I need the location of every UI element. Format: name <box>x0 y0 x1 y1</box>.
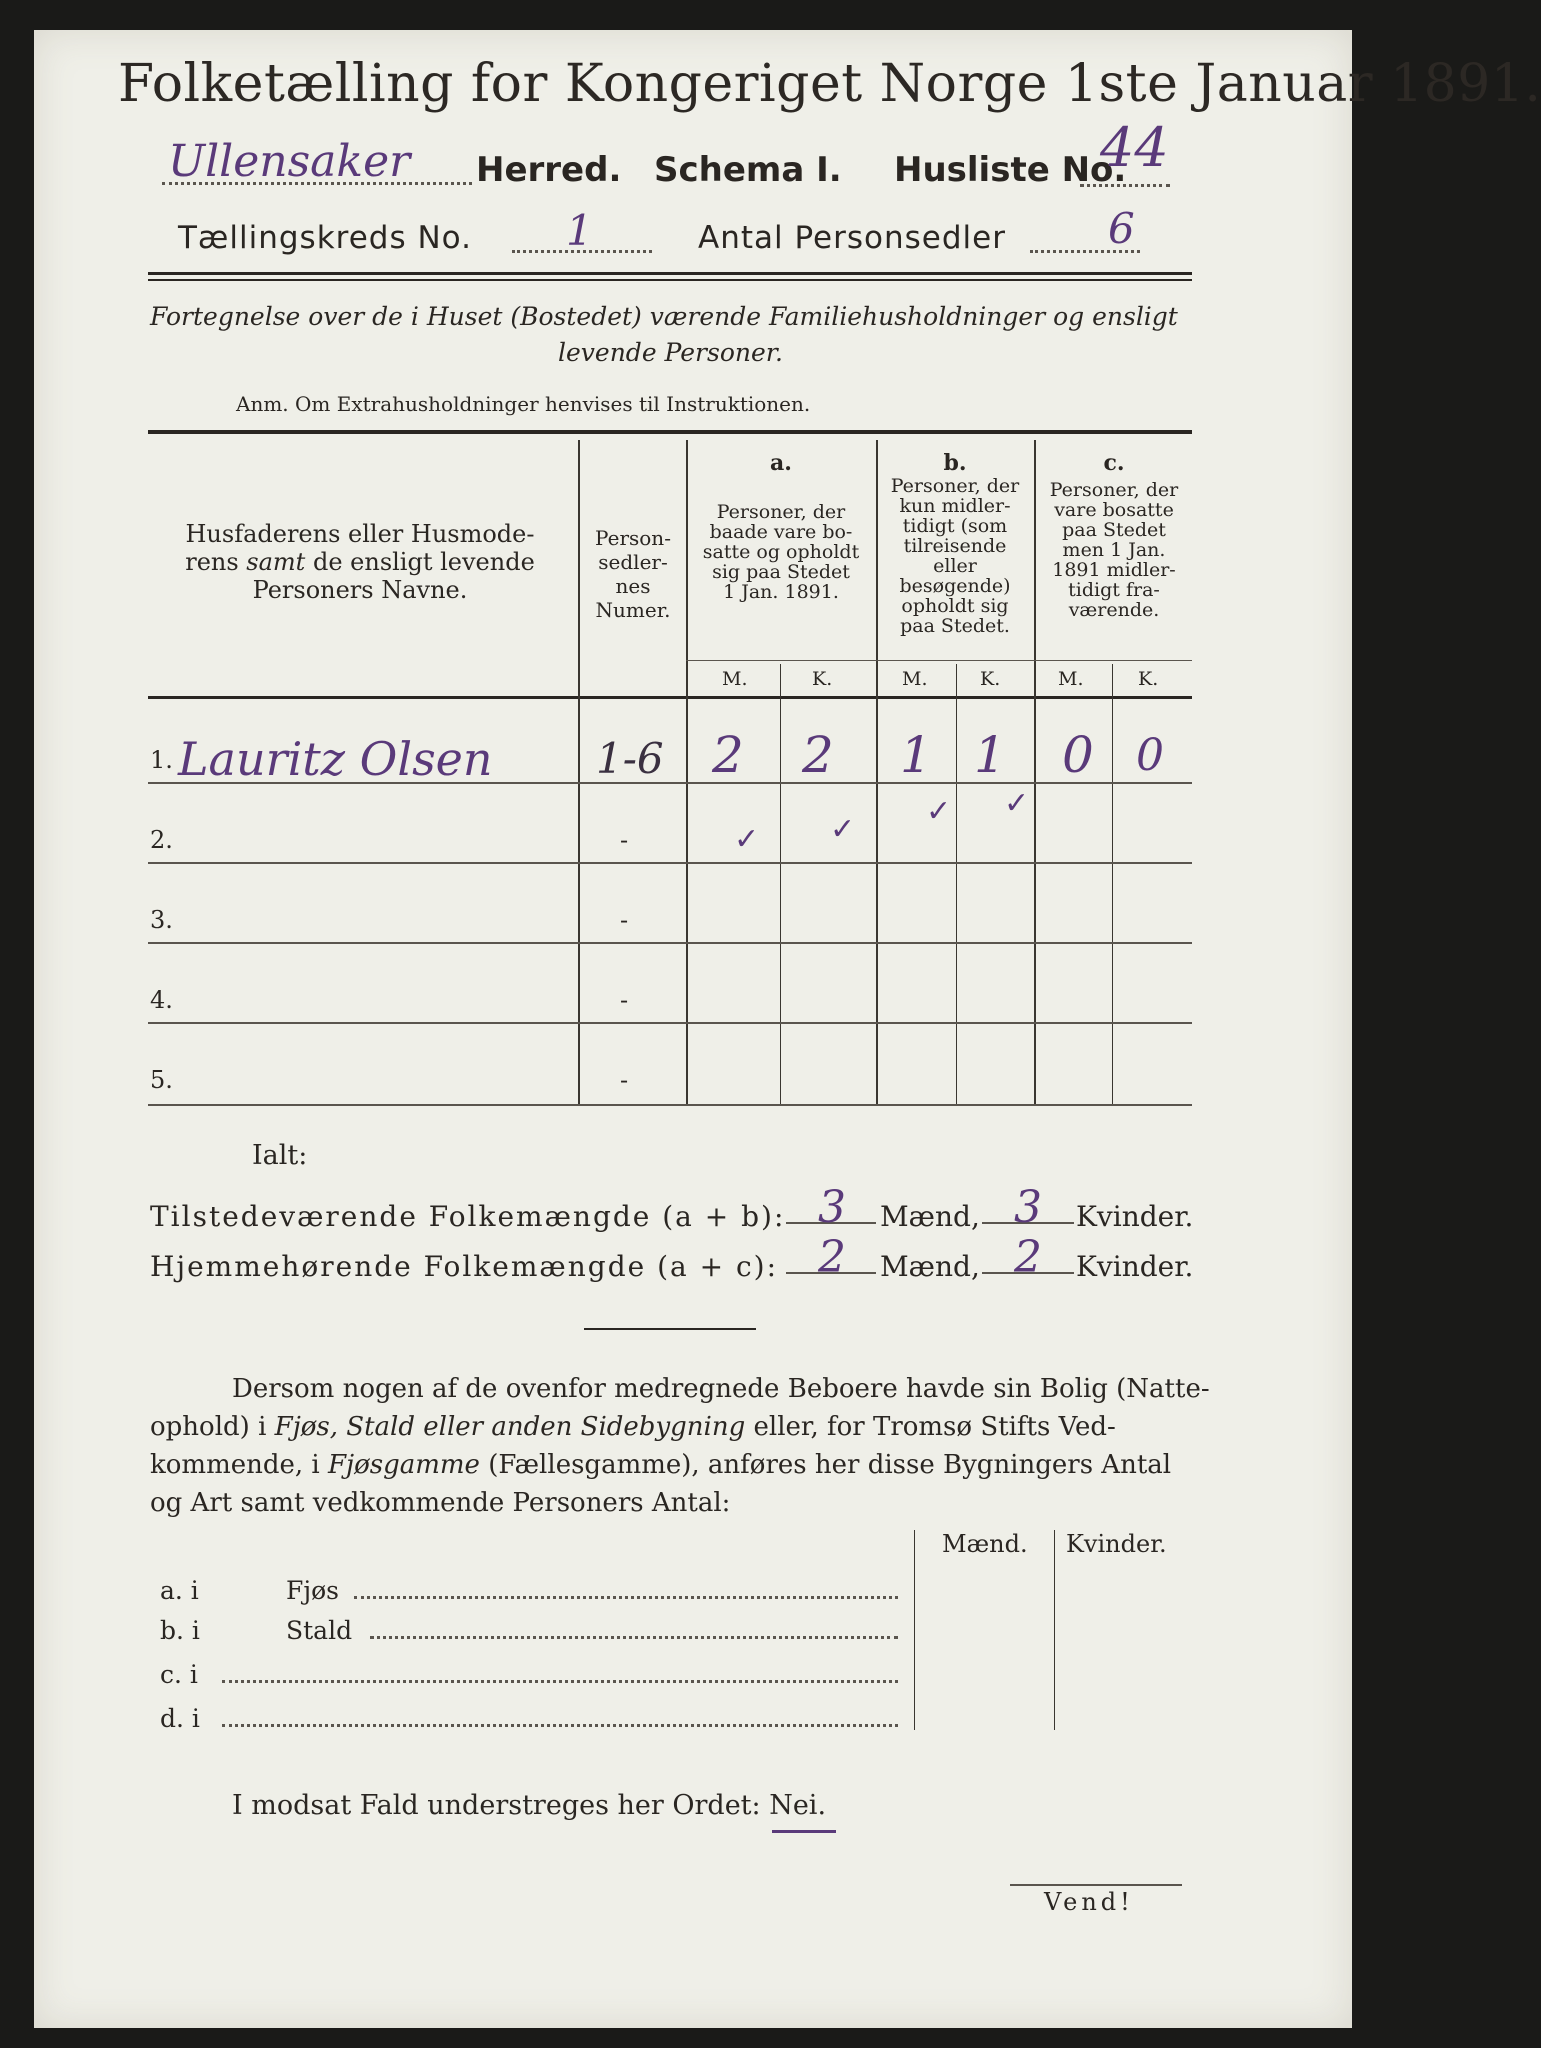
kvinder-label: Kvinder. <box>1076 1250 1194 1283</box>
row-number: 1. <box>150 746 173 774</box>
col-a-m: M. <box>722 668 748 690</box>
footer-para-1: Dersom nogen af de ovenfor medregnede Beboere havde sin Bolig (Natte- <box>232 1374 1210 1404</box>
herred-value: Ullensaker <box>168 136 411 187</box>
count-a-m: 2 <box>712 726 744 784</box>
hjem-m-value: 2 <box>818 1232 846 1283</box>
table-top-rule <box>148 430 1192 434</box>
count-c-k: 0 <box>1136 730 1164 781</box>
check-mark: ✓ <box>1004 786 1030 821</box>
item-key: b. i <box>160 1616 200 1645</box>
item-key: c. i <box>160 1660 198 1689</box>
row-rule <box>148 1022 1192 1024</box>
maend-label: Mænd, <box>880 1250 980 1283</box>
person-numer: 1-6 <box>596 734 664 783</box>
herred-label: Herred. <box>476 150 622 190</box>
item-dotted-line <box>354 1596 898 1599</box>
header-rule <box>148 272 1192 275</box>
count-a-k: 2 <box>802 726 834 784</box>
antal-label: Antal Personsedler <box>698 220 1006 256</box>
kreds-value: 1 <box>566 206 593 255</box>
col-divider-mk <box>956 664 957 1104</box>
col-b-m: M. <box>902 668 928 690</box>
row-rule <box>148 942 1192 944</box>
col-names-header: Husfaderens eller Husmode- rens samt de ensligt levende Personers Navne. <box>185 520 535 604</box>
item-label: Fjøs <box>286 1576 339 1605</box>
row-number: 4. <box>150 986 173 1014</box>
table-bottom-rule <box>148 1104 1192 1106</box>
anm-note: Anm. Om Extrahusholdninger henvises til Instruktionen. <box>236 392 811 416</box>
tilst-k-value: 3 <box>1014 1182 1042 1233</box>
col-c-k: K. <box>1138 668 1159 690</box>
page-title: Folketælling for Kongeriget Norge 1ste Januar 1891. <box>118 54 1541 114</box>
antal-value: 6 <box>1108 204 1135 253</box>
check-mark: ✓ <box>926 794 952 829</box>
col-c-m: M. <box>1058 668 1084 690</box>
footer-para-3: kommende, i Fjøsgamme (Fællesgamme), anføres her disse Bygningers Antal <box>150 1450 1172 1480</box>
item-dotted-line <box>222 1724 898 1727</box>
count-b-k: 1 <box>974 726 1006 784</box>
col-b-k: K. <box>980 668 1001 690</box>
tilst-label: Tilstedeværende Folkemængde (a + b): <box>150 1200 786 1233</box>
footer-para-4: og Art samt vedkommende Personers Antal: <box>150 1488 731 1518</box>
footer-col-divider <box>914 1530 915 1730</box>
col-b-header: b. Personer, der kun midler- tidigt (som tilreisende eller besøgende) opholdt sig paa Stedet. <box>890 450 1020 637</box>
row-number: 2. <box>150 826 173 854</box>
count-c-m: 0 <box>1062 726 1094 784</box>
item-key: d. i <box>160 1704 200 1733</box>
col-numer-header: Person- sedler- nes Numer. <box>595 526 671 622</box>
ialt-label: Ialt: <box>252 1140 308 1171</box>
section-divider <box>584 1328 756 1330</box>
footer-col-divider <box>1054 1530 1055 1730</box>
husliste-dotted-line <box>1080 184 1170 187</box>
row-number: 5. <box>150 1066 173 1094</box>
item-label: Stald <box>286 1616 353 1645</box>
tilst-m-value: 3 <box>818 1182 846 1233</box>
intro-line-2: levende Personer. <box>558 338 783 367</box>
maend-label: Mænd, <box>880 1200 980 1233</box>
header-rule-2 <box>148 279 1192 281</box>
kreds-label: Tællingskreds No. <box>178 220 472 256</box>
count-b-m: 1 <box>900 726 932 784</box>
row-rule <box>148 862 1192 864</box>
footer-kvinder-header: Kvinder. <box>1066 1530 1167 1558</box>
person-numer: - <box>620 986 629 1014</box>
row-number: 3. <box>150 906 173 934</box>
item-key: a. i <box>160 1576 199 1605</box>
nei-underline <box>772 1830 836 1833</box>
person-numer: - <box>620 906 629 934</box>
person-name: Lauritz Olsen <box>178 732 493 786</box>
col-a-k: K. <box>812 668 833 690</box>
person-numer: - <box>620 826 629 854</box>
husliste-value: 44 <box>1100 116 1169 179</box>
footer-para-2: ophold) i Fjøs, Stald eller anden Sidebygning eller, for Tromsø Stifts Ved- <box>150 1412 1116 1442</box>
check-mark: ✓ <box>830 812 856 847</box>
vend-rule <box>1010 1884 1182 1886</box>
col-divider <box>578 440 580 1104</box>
item-dotted-line <box>370 1636 898 1639</box>
intro-line-1: Fortegnelse over de i Huset (Bostedet) værende Familiehusholdninger og ensligt <box>150 302 1178 331</box>
col-a-header: a. Personer, der baade vare bo- satte og opholdt sig paa Stedet 1 Jan. 1891. <box>702 450 860 603</box>
col-divider-mk <box>780 664 781 1104</box>
item-dotted-line <box>222 1680 898 1683</box>
hjem-label: Hjemmehørende Folkemængde (a + c): <box>150 1250 778 1283</box>
check-mark: ✓ <box>734 822 760 857</box>
kvinder-label: Kvinder. <box>1076 1200 1194 1233</box>
schema-label: Schema I. <box>654 150 842 190</box>
col-c-header: c. Personer, der vare bosatte paa Stedet men 1 Jan. 1891 midler- tidigt fra- værende. <box>1049 450 1179 621</box>
person-numer: - <box>620 1066 629 1094</box>
vend-label: Vend! <box>1044 1888 1134 1916</box>
mk-rule <box>686 660 1192 661</box>
modsat-note: I modsat Fald understreges her Ordet: Nei. <box>232 1790 827 1821</box>
husliste-label: Husliste No. <box>894 150 1127 190</box>
col-divider-mk <box>1112 664 1113 1104</box>
hjem-k-value: 2 <box>1014 1232 1042 1283</box>
footer-maend-header: Mænd. <box>942 1530 1028 1558</box>
